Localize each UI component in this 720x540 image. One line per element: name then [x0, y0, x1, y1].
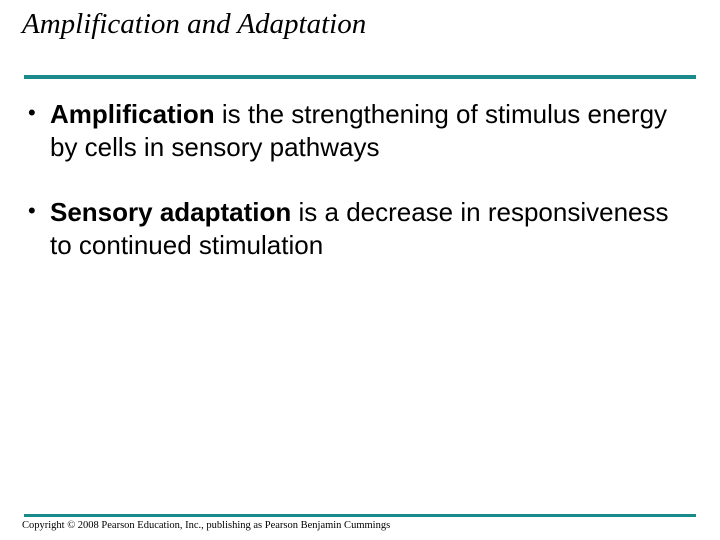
bullet-marker: •	[28, 198, 36, 223]
copyright-notice: Copyright © 2008 Pearson Education, Inc., publishing as Pearson Benjamin Cummings	[22, 520, 391, 531]
bullet-list	[28, 98, 688, 294]
bullet-text: is the strengthening of stimulus energy by cells in sensory pathways	[50, 99, 668, 162]
bullet-term: Amplification	[50, 99, 215, 129]
bullet-text: is a decrease in responsiveness to continued stimulation	[50, 197, 669, 260]
bullet-marker: •	[28, 100, 36, 125]
bullet-item	[28, 196, 688, 262]
bullet-item	[28, 98, 688, 164]
slide-title: Amplification and Adaptation	[22, 8, 367, 40]
footer-divider	[24, 514, 696, 517]
title-divider	[24, 75, 696, 79]
bullet-term: Sensory adaptation	[50, 197, 292, 227]
